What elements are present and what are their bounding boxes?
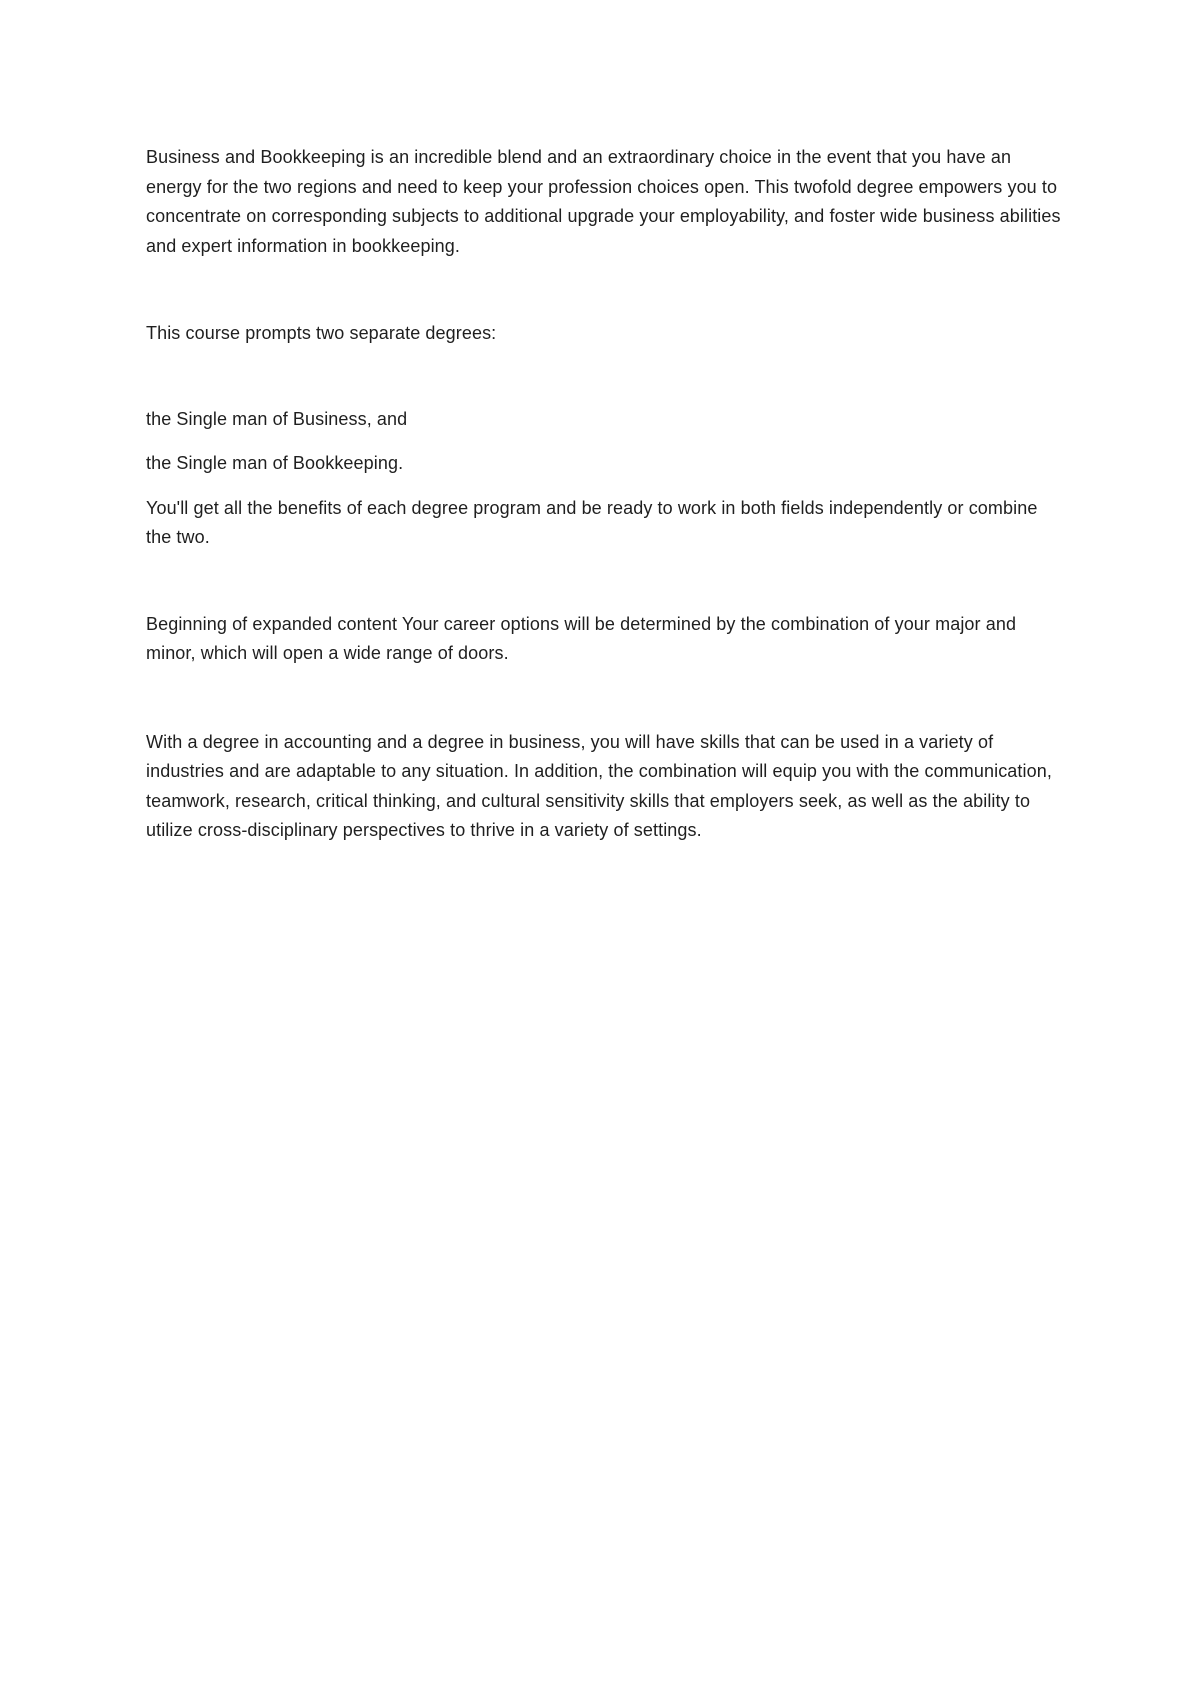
- career-options-paragraph: Beginning of expanded content Your career options will be determined by the combination of your major and minor, which will open a wide range of doors.: [146, 613, 1017, 663]
- degree-item-business: the Single man of Business, and: [146, 408, 408, 429]
- degree-item-bookkeeping: the Single man of Bookkeeping.: [146, 453, 404, 473]
- skills-paragraph: With a degree in accounting and a degree in business, you will have skills that can be used in a variety of industries and are adaptable to any situation. In addition, the combination will equip you with the communication, teamwork, research, critical thinking, and cultural sensitivity skills that employers seek, as well as the ability to utilize cross-disciplinary perspectives to thrive in a variety of settings.: [146, 731, 1052, 840]
- benefits-paragraph: You'll get all the benefits of each degree program and be ready to work in both fields independently or combine the two.: [146, 497, 1038, 547]
- intro-paragraph: Business and Bookkeeping is an incredible blend and an extraordinary choice in the event that you have an energy for the two regions and need to keep your profession choices open. This twofold degree empowers you to concentrate on corresponding subjects to additional upgrade your employability, and foster wide business abilities and expert information in bookkeeping.: [146, 147, 1061, 256]
- document-body: [146, 143, 1066, 846]
- degrees-intro-paragraph: This course prompts two separate degrees:: [146, 323, 497, 343]
